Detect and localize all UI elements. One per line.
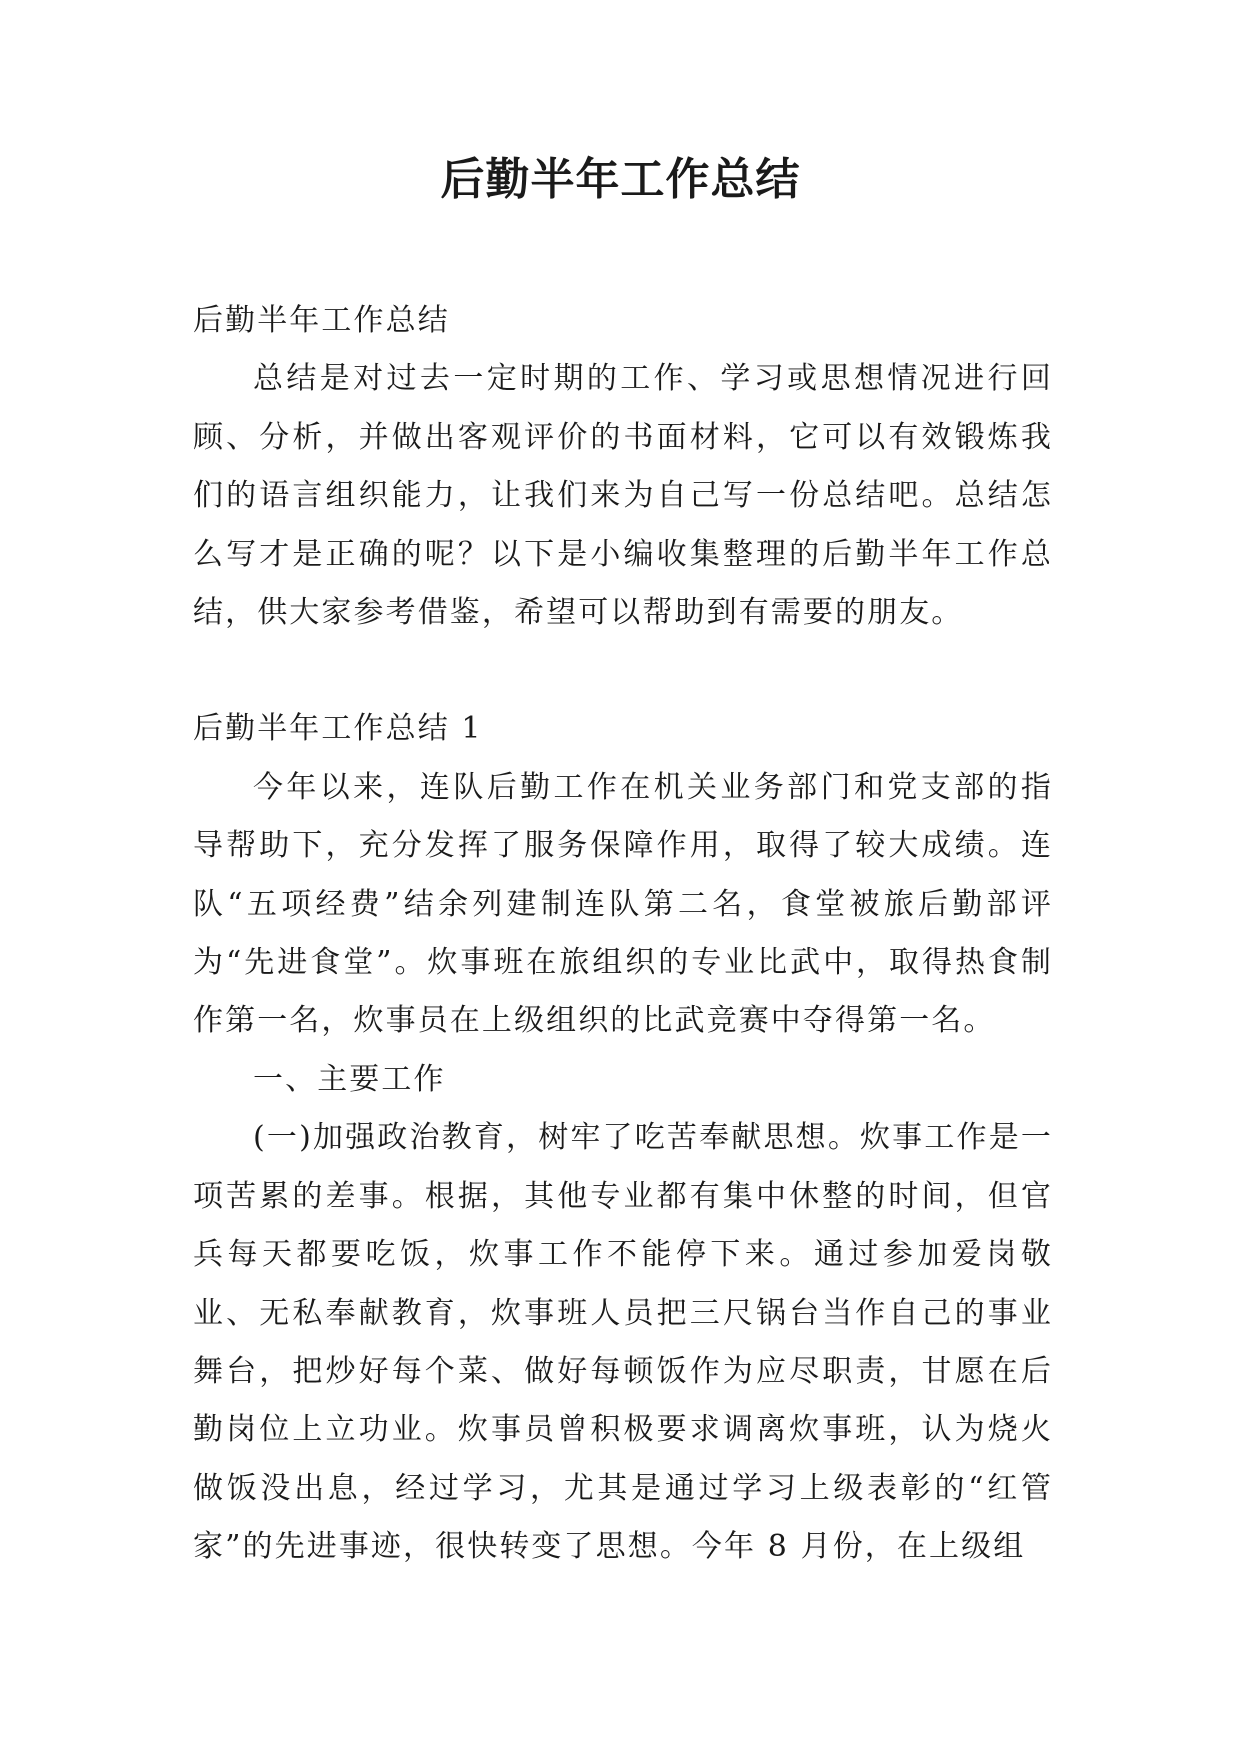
- intro-paragraph: 总结是对过去一定时期的工作、学习或思想情况进行回顾、分析，并做出客观评价的书面材料，它可以有效锻炼我们的语言组织能力，让我们来为自己写一份总结吧。总结怎么写才是正确的呢？以下是小编收集整理的后勤半年工作总结，供大家参考借鉴，希望可以帮助到有需要的朋友。: [193, 361, 1053, 631]
- document-body: [193, 292, 1053, 1577]
- main-work-paragraph: (一)加强政治教育，树牢了吃苦奉献思想。炊事工作是一项苦累的差事。根据，其他专业都有集中休整的时间，但官兵每天都要吃饭，炊事工作不能停下来。通过参加爱岗敬业、无私奉献教育，炊事班人员把三尺锅台当作自己的事业舞台，把炒好每个菜、做好每顿饭作为应尽职责，甘愿在后勤岗位上立功业。炊事员曾积极要求调离炊事班，认为烧火做饭没出息，经过学习，尤其是通过学习上级表彰的“红管家”的先进事迹，很快转变了思想。今年 8 月份，在上级组: [193, 1120, 1053, 1565]
- intro-heading: 后勤半年工作总结: [193, 303, 450, 338]
- section-spacer: [193, 642, 1053, 700]
- section1-heading: 后勤半年工作总结 1: [193, 711, 483, 747]
- main-work-heading: 一、主要工作: [253, 1061, 446, 1097]
- document-title: 后勤半年工作总结: [440, 154, 801, 205]
- section1-paragraph: 今年以来，连队后勤工作在机关业务部门和党支部的指导帮助下，充分发挥了服务保障作用，取得了较大成绩。连队“五项经费”结余列建制连队第二名，食堂被旅后勤部评为“先进食堂”。炊事班在旅组织的专业比武中，取得热食制作第一名，炊事员在上级组织的比武竞赛中夺得第一名。: [193, 769, 1053, 1039]
